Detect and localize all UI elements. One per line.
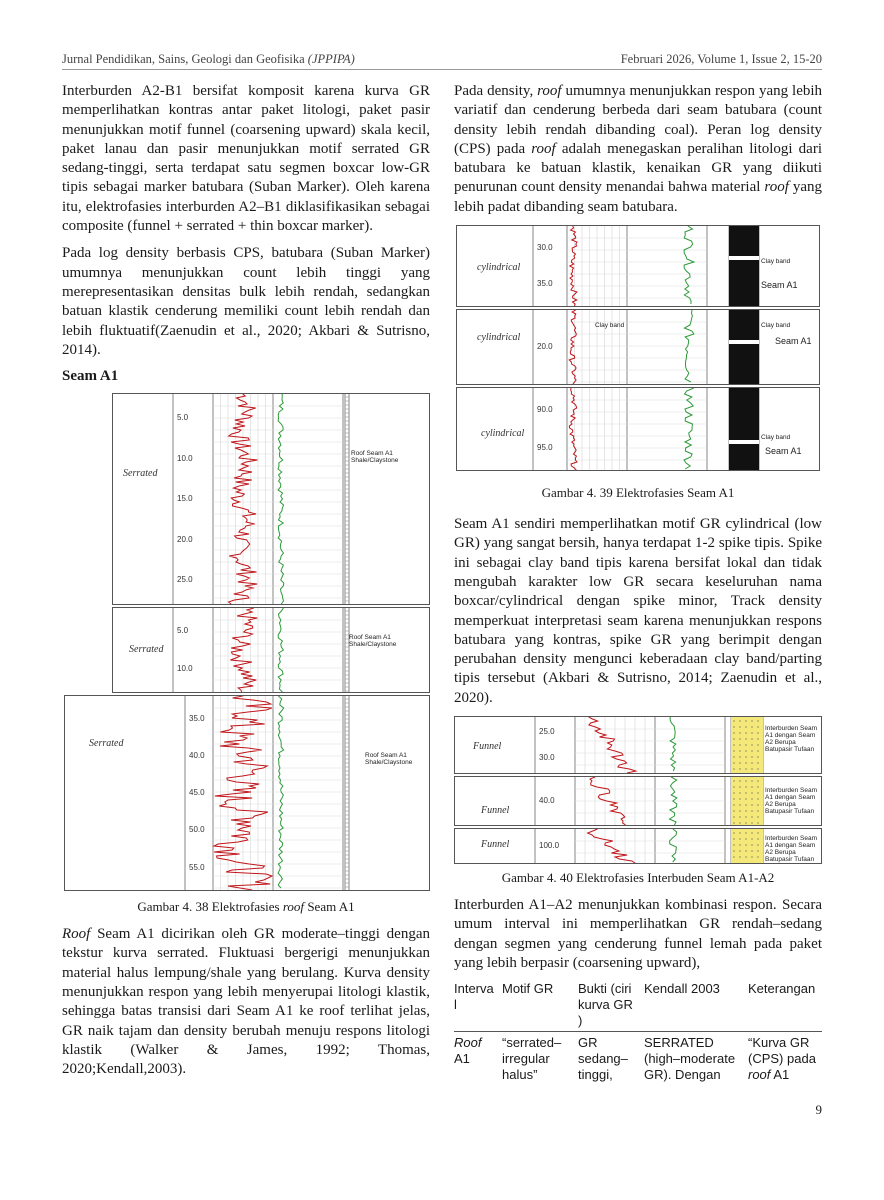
electrofacies-label: cylindrical <box>477 332 521 344</box>
sand-dot <box>745 756 746 757</box>
depth-tick: 35.0 <box>189 713 205 723</box>
sand-dot <box>733 816 734 817</box>
column-header: Bukti (ciri kurva GR ) <box>578 981 644 1032</box>
depth-tick: 55.0 <box>189 862 205 872</box>
depth-tick: 25.0 <box>177 574 193 584</box>
sand-dot <box>733 744 734 745</box>
sand-dot <box>739 744 740 745</box>
figure-caption: Gambar 4. 40 Elektrofasies Interbuden Seam A1-A2 <box>501 870 775 886</box>
electrofacies-label: cylindrical <box>477 262 521 274</box>
table-cell: “serrated–irregular halus” <box>502 1035 562 1083</box>
sand-dot <box>757 750 758 751</box>
log-plot <box>113 394 429 604</box>
sand-dot <box>733 786 734 787</box>
sand-dot <box>745 732 746 733</box>
sand-dot <box>757 756 758 757</box>
clay-band-note: Clay band <box>761 322 791 330</box>
column-header: Interva l <box>454 981 502 1032</box>
depth-tick: 20.0 <box>537 342 553 352</box>
sand-dot <box>733 798 734 799</box>
sand-dot <box>757 844 758 845</box>
sand-dot <box>751 832 752 833</box>
sand-dot <box>739 810 740 811</box>
seam-note: Seam A1 <box>775 336 812 347</box>
table-cell: GR sedang–tinggi, <box>578 1035 628 1083</box>
sand-dot <box>739 750 740 751</box>
sand-fill <box>731 777 763 825</box>
depth-tick: 15.0 <box>177 494 193 504</box>
sand-dot <box>757 786 758 787</box>
sand-dot <box>745 792 746 793</box>
sand-dot <box>745 832 746 833</box>
sand-dot <box>739 732 740 733</box>
sand-dot <box>751 750 752 751</box>
density-curve <box>684 226 694 304</box>
depth-tick: 20.0 <box>177 534 193 544</box>
sand-dot <box>739 786 740 787</box>
sand-dot <box>745 856 746 857</box>
seam-note: Seam A1 <box>765 446 802 457</box>
depth-tick: 10.0 <box>177 664 193 674</box>
section-heading: Seam A1 <box>62 368 119 385</box>
running-header <box>62 50 822 70</box>
density-curve <box>670 717 676 771</box>
sand-dot <box>757 768 758 769</box>
sand-dot <box>733 804 734 805</box>
coal-fill <box>729 310 759 384</box>
sand-dot <box>757 822 758 823</box>
table-cell: SERRATED (high–moderate GR). Dengan <box>644 1035 736 1083</box>
depth-tick: 45.0 <box>189 788 205 798</box>
depth-tick: 100.0 <box>539 841 560 851</box>
page-number: 9 <box>815 1102 822 1117</box>
sand-dot <box>733 720 734 721</box>
sand-fill <box>731 829 763 863</box>
clay-band <box>729 440 759 444</box>
sand-dot <box>751 786 752 787</box>
lithology-note: Interburden Seam A1 dengan Seam A2 Berupa Batupasir Tufaan <box>765 725 818 754</box>
sand-dot <box>745 780 746 781</box>
sand-dot <box>745 750 746 751</box>
sand-dot <box>745 822 746 823</box>
sand-dot <box>733 844 734 845</box>
log-panel-3 <box>454 828 822 864</box>
sand-dot <box>751 768 752 769</box>
sand-dot <box>739 856 740 857</box>
table-cell: “Kurva GR (CPS) pada roof A1 <box>748 1035 816 1083</box>
sand-dot <box>745 762 746 763</box>
log-plot <box>65 696 429 890</box>
depth-tick: 25.0 <box>539 727 555 737</box>
sand-dot <box>751 856 752 857</box>
log-panel-1 <box>454 716 822 774</box>
sand-dot <box>757 804 758 805</box>
figure-4-40 <box>454 716 822 864</box>
sand-dot <box>739 798 740 799</box>
sand-dot <box>739 756 740 757</box>
sand-dot <box>745 720 746 721</box>
sand-dot <box>745 804 746 805</box>
paragraph: Seam A1 sendiri memperlihatkan motif GR cylindrical (low GR) yang sangat bersih, hanya terdapat 1-2 spike tipis. Spike ini sebagai clay band tipis karena bersifat lokal dan tidak mengubah karakter low GR secara keseluruhan nama boxcar/cylindrical dengan spike minor, Track density memperkuat interpretasi seam karena menunjukkan respons batubara yang kontras, spike GR yang berimpit dengan perubahan density mengunci keberadaan clay band/parting tipis tersebut (Akbari & Sutrisno, 2014; Zaenudin et al., 2020). <box>454 516 822 706</box>
log-panel-2 <box>112 607 430 693</box>
density-curve <box>278 608 283 692</box>
log-panel-2 <box>454 776 822 826</box>
sand-dot <box>739 832 740 833</box>
sand-dot <box>751 720 752 721</box>
sand-dot <box>757 744 758 745</box>
sand-dot <box>751 780 752 781</box>
coal-fill <box>729 226 759 306</box>
depth-tick: 40.0 <box>539 796 555 806</box>
paragraph: Interburden A1–A2 menunjukkan kombinasi respon. Secara umum interval ini memperlihatkan GR rendah–sedang dengan segmen yang cenderung funnel lemah pada paket yang lebih berpasir (coarsening upward), <box>454 897 822 971</box>
table-header-row <box>454 981 822 1032</box>
density-curve <box>278 394 284 604</box>
paragraph: Interburden A2-B1 bersifat komposit karena kurva GR memperlihatkan kontras antar paket litologi, paket pasir menunjukkan motif funnel (coarsening upward) skala kecil, paket lanau dan pasir menunjukkan motif serrated GR sedang-tinggi, serta terdapat satu segmen boxcar low-GR tipis sebagai marker batubara (Suban Marker). Oleh karena itu, elektrofasies interburden A2–B1 diklasifikasikan sebagai composite (funnel + serrated + thin boxcar marker). <box>62 83 430 235</box>
depth-tick: 30.0 <box>537 242 553 252</box>
sand-dot <box>745 810 746 811</box>
lithology-note: Roof Seam A1 Shale/Claystone <box>349 634 397 649</box>
sand-dot <box>745 838 746 839</box>
sand-dot <box>733 750 734 751</box>
sand-dot <box>757 738 758 739</box>
gr-curve <box>589 717 636 773</box>
depth-tick: 30.0 <box>539 752 555 762</box>
sand-dot <box>751 726 752 727</box>
sand-dot <box>739 720 740 721</box>
sand-dot <box>751 838 752 839</box>
sand-dot <box>745 786 746 787</box>
depth-tick: 90.0 <box>537 405 553 415</box>
sand-dot <box>745 768 746 769</box>
sand-dot <box>757 856 758 857</box>
electrofacies-label: Funnel <box>481 805 510 817</box>
log-panel-1 <box>456 225 820 307</box>
sand-dot <box>757 780 758 781</box>
sand-dot <box>745 798 746 799</box>
sand-dot <box>757 726 758 727</box>
issue-info: Februari 2026, Volume 1, Issue 2, 15-20 <box>620 52 822 66</box>
electrofacies-label: Serrated <box>89 738 124 750</box>
column-header: Motif GR <box>502 981 578 1032</box>
sand-dot <box>757 762 758 763</box>
sand-dot <box>739 738 740 739</box>
sand-dot <box>733 738 734 739</box>
sand-dot <box>745 744 746 745</box>
sand-dot <box>739 822 740 823</box>
lithology-note: Roof Seam A1 Shale/Claystone <box>365 752 413 767</box>
density-curve <box>670 829 677 862</box>
sand-dot <box>733 856 734 857</box>
sand-dot <box>733 810 734 811</box>
sand-dot <box>751 792 752 793</box>
sand-dot <box>757 732 758 733</box>
sand-dot <box>733 732 734 733</box>
coal-fill <box>729 388 759 470</box>
sand-dot <box>739 768 740 769</box>
electrofacies-label: Serrated <box>129 644 164 656</box>
right-column <box>454 82 822 1083</box>
column-header: Keterangan <box>748 981 822 1032</box>
sand-dot <box>757 816 758 817</box>
sand-dot <box>757 832 758 833</box>
sand-dot <box>757 792 758 793</box>
sand-dot <box>751 756 752 757</box>
sand-dot <box>739 762 740 763</box>
clay-band <box>729 256 759 260</box>
electrofacies-table <box>454 981 822 1083</box>
depth-tick: 5.0 <box>177 626 189 636</box>
sand-dot <box>733 780 734 781</box>
sand-dot <box>757 720 758 721</box>
clay-band-note: Clay band <box>595 322 625 330</box>
sand-dot <box>751 850 752 851</box>
gr-curve <box>588 829 635 863</box>
table-cell: Roof A1 <box>454 1035 482 1067</box>
sand-dot <box>739 838 740 839</box>
sand-dot <box>733 792 734 793</box>
sand-dot <box>733 762 734 763</box>
sand-dot <box>745 850 746 851</box>
sand-dot <box>733 838 734 839</box>
paragraph: Pada density, roof umumnya menunjukkan respon yang lebih variatif dan cenderung berbeda dari seam batubara (count density lebih rendah dibanding coal). Peran log density (CPS) pada roof adalah menegaskan peralihan litologi dari batubara ke batuan klastik, kenaikan GR yang diikuti penurunan count density menandai bahwa material roof yang lebih padat dibanding seam batubara. <box>454 83 823 215</box>
paragraph: Roof Seam A1 dicirikan oleh GR moderate–tinggi dengan tekstur kurva serrated. Fluktuasi bergerigi menunjukkan material halus lempung/shale yang berulang. Kurva density menunjukkan respon yang lebih menyerupai litologi klastik, sehingga batas transisi dari Seam A1 ke roof terlihat jelas, GR naik tajam dan density berubah menuju respons litologi klastik (Walker & James, 1992; Thomas, 2020;Kendall,2003). <box>62 926 430 1078</box>
figure-caption: Gambar 4. 38 Elektrofasies roof Seam A1 <box>137 899 355 915</box>
figure-4-39 <box>454 225 822 473</box>
figure-caption: Gambar 4. 39 Elektrofasies Seam A1 <box>541 485 735 501</box>
sand-dot <box>751 744 752 745</box>
sand-dot <box>751 732 752 733</box>
sand-dot <box>739 844 740 845</box>
sand-dot <box>739 792 740 793</box>
depth-tick: 40.0 <box>189 750 205 760</box>
sand-dot <box>757 810 758 811</box>
sand-dot <box>757 838 758 839</box>
clay-band <box>729 340 759 344</box>
clay-band-note: Clay band <box>761 434 791 442</box>
log-panel-3 <box>456 387 820 471</box>
lithology-note: Roof Seam A1 Shale/Claystone <box>351 450 399 465</box>
clay-band-note: Clay band <box>761 258 791 266</box>
sand-dot <box>757 798 758 799</box>
sand-dot <box>733 850 734 851</box>
seam-note: Seam A1 <box>761 280 798 291</box>
paragraph: Pada log density berbasis CPS, batubara (Suban Marker) umumnya menunjukkan count lebih tinggi yang merepresentasikan densitas bulk lebih rendah, sedangkan batuan klastik cenderung memiliki count lebih rendah dan lebih fluktuatif(Zaenudin et al., 2020; Akbari & Sutrisno, 2014). <box>62 245 430 358</box>
sand-dot <box>745 816 746 817</box>
sand-dot <box>739 816 740 817</box>
journal-name: Jurnal Pendidikan, Sains, Geologi dan Geofisika (JPPIPA) <box>62 52 355 66</box>
sand-dot <box>751 798 752 799</box>
gr-curve <box>569 388 577 470</box>
sand-dot <box>733 832 734 833</box>
sand-dot <box>751 762 752 763</box>
column-header: Kendall 2003 <box>644 981 748 1032</box>
log-panel-3 <box>64 695 430 891</box>
sand-dot <box>751 738 752 739</box>
sand-dot <box>751 822 752 823</box>
sand-dot <box>745 726 746 727</box>
gr-curve <box>569 310 576 384</box>
sand-dot <box>745 738 746 739</box>
sand-dot <box>745 844 746 845</box>
electrofacies-label: Serrated <box>123 468 158 480</box>
electrofacies-label: cylindrical <box>481 428 525 440</box>
sand-dot <box>751 804 752 805</box>
sand-dot <box>751 816 752 817</box>
lithology-note: Interburden Seam A1 dengan Seam A2 Berupa Batupasir Tufaan <box>765 835 818 864</box>
log-panel-1 <box>112 393 430 605</box>
figure-4-38 <box>62 393 430 893</box>
sand-dot <box>733 768 734 769</box>
depth-tick: 10.0 <box>177 453 193 463</box>
depth-tick: 35.0 <box>537 279 553 289</box>
depth-tick: 95.0 <box>537 442 553 452</box>
sand-dot <box>733 756 734 757</box>
sand-dot <box>757 850 758 851</box>
sand-dot <box>751 810 752 811</box>
sand-dot <box>739 780 740 781</box>
lithology-note: Interburden Seam A1 dengan Seam A2 Berupa Batupasir Tufaan <box>765 787 818 816</box>
electrofacies-label: Funnel <box>481 839 510 851</box>
electrofacies-label: Funnel <box>473 741 502 753</box>
log-panel-2 <box>456 309 820 385</box>
gr-curve <box>230 608 257 692</box>
sand-dot <box>739 726 740 727</box>
depth-tick: 5.0 <box>177 413 189 423</box>
table-row <box>454 1032 822 1084</box>
sand-dot <box>739 850 740 851</box>
sand-dot <box>733 726 734 727</box>
sand-dot <box>733 822 734 823</box>
sand-dot <box>739 804 740 805</box>
depth-tick: 50.0 <box>189 825 205 835</box>
left-column <box>62 82 430 1088</box>
sand-dot <box>751 844 752 845</box>
